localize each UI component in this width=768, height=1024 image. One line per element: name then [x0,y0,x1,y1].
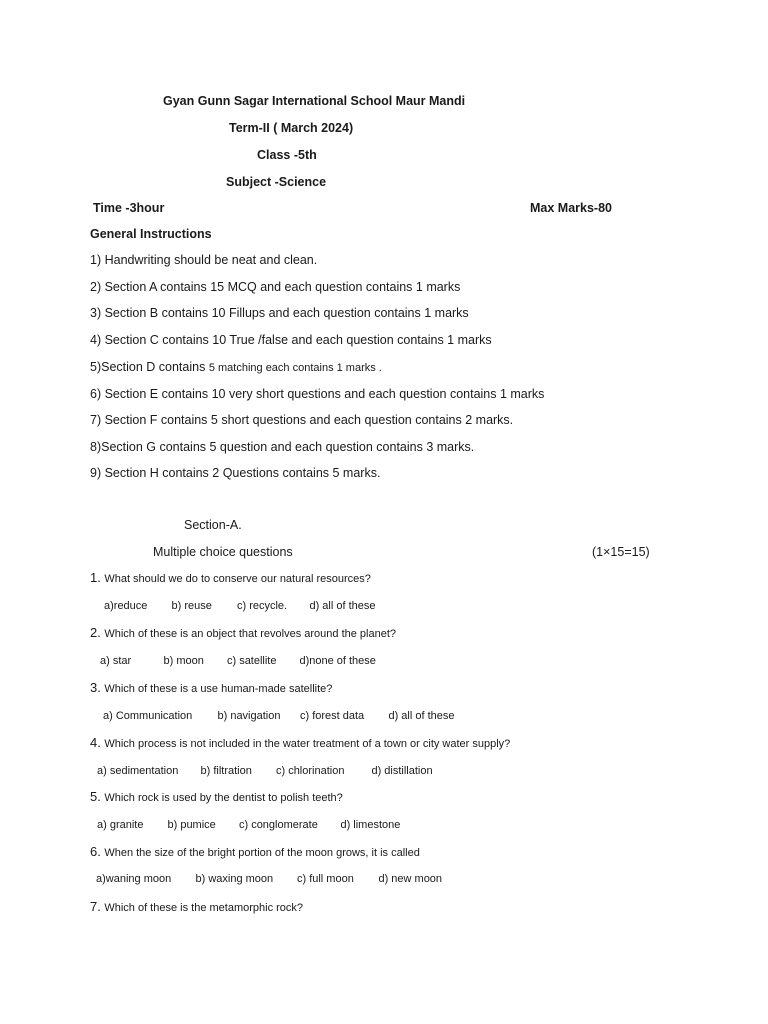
question-2 [90,625,396,642]
question-7-text: Which of these is the metamorphic rock? [104,902,304,914]
question-2-option-c: c) satellite [226,655,277,667]
question-1-text: What should we do to conserve our natural resources? [104,573,371,585]
instruction-item-5-suffix: 5 matching each contains 1 marks . [208,362,382,374]
question-6-text: When the size of the bright portion of the moon grows, it is called [104,847,420,859]
question-4-text: Which process is not included in the water treatment of a town or city water supply? [104,738,511,750]
question-1 [90,570,371,587]
max-marks-label: Max Marks-80 [530,201,612,215]
instruction-item-9: 9) Section H contains 2 Questions contains 5 marks. [90,466,381,480]
instructions-title: General Instructions [90,227,212,241]
question-3-text: Which of these is a use human-made satellite? [104,683,333,695]
instruction-item-6: 6) Section E contains 10 very short questions and each question contains 1 marks [90,387,545,401]
school-name: Gyan Gunn Sagar International School Maur Mandi [163,94,466,108]
instruction-item-2: 2) Section A contains 15 MCQ and each question contains 1 marks [90,280,461,294]
instruction-item-1: 1) Handwriting should be neat and clean. [90,253,318,267]
question-6-option-c: c) full moon [296,873,354,885]
question-4-number: 4. [90,735,101,750]
question-3-options [103,707,455,724]
term-title: Term-II ( March 2024) [229,121,354,135]
question-2-option-b: b) moon [163,655,204,667]
question-2-number: 2. [90,625,101,640]
question-1-option-c: c) recycle. [236,600,288,612]
section-a-subtitle: Multiple choice questions [153,545,293,559]
question-3-option-a: a) Communication [103,710,193,722]
question-5-option-b: b) pumice [167,819,216,831]
question-3-option-b: b) navigation [217,710,281,722]
question-1-option-b: b) reuse [171,600,212,612]
instruction-item-5 [90,359,382,376]
question-5-options [97,816,400,833]
question-5-number: 5. [90,789,101,804]
question-3-option-c: c) forest data [299,710,365,722]
question-7-number: 7. [90,899,101,914]
question-3-option-d: d) all of these [388,710,455,722]
question-6-option-a: a)waning moon [96,873,172,885]
instruction-item-5-prefix: 5)Section D contains [90,360,206,374]
question-4 [90,735,510,752]
question-1-option-a: a)reduce [104,600,148,612]
question-5-text: Which rock is used by the dentist to polish teeth? [104,792,343,804]
subject-title: Subject -Science [226,175,327,189]
section-a-marks: (1×15=15) [592,545,650,559]
question-5 [90,789,343,806]
question-1-option-d: d) all of these [309,600,376,612]
instruction-item-4: 4) Section C contains 10 True /false and each question contains 1 marks [90,333,492,347]
section-a-title: Section-A. [184,518,242,532]
question-4-option-c: c) chlorination [275,765,345,777]
instruction-item-7: 7) Section F contains 5 short questions and each question contains 2 marks. [90,413,514,427]
question-1-options [104,597,376,614]
question-3-number: 3. [90,680,101,695]
question-6 [90,844,420,861]
question-5-option-d: d) limestone [340,819,401,831]
question-4-options [97,762,433,779]
question-7 [90,899,303,916]
question-5-option-a: a) granite [97,819,144,831]
question-4-option-d: d) distillation [371,765,433,777]
instruction-item-8: 8)Section G contains 5 question and each question contains 3 marks. [90,440,475,454]
question-6-options [96,870,442,887]
question-4-option-b: b) filtration [200,765,252,777]
instruction-item-3: 3) Section B contains 10 Fillups and each question contains 1 marks [90,306,469,320]
question-5-option-c: c) conglomerate [238,819,318,831]
time-label: Time -3hour [93,201,165,215]
question-2-option-d: d)none of these [299,655,376,667]
question-6-number: 6. [90,844,101,859]
question-2-option-a: a) star [100,655,132,667]
question-1-number: 1. [90,570,101,585]
question-2-options [100,652,376,669]
question-3 [90,680,332,697]
question-6-option-b: b) waxing moon [195,873,274,885]
question-4-option-a: a) sedimentation [97,765,179,777]
class-title: Class -5th [257,148,317,162]
question-6-option-d: d) new moon [378,873,443,885]
question-2-text: Which of these is an object that revolves around the planet? [104,628,397,640]
